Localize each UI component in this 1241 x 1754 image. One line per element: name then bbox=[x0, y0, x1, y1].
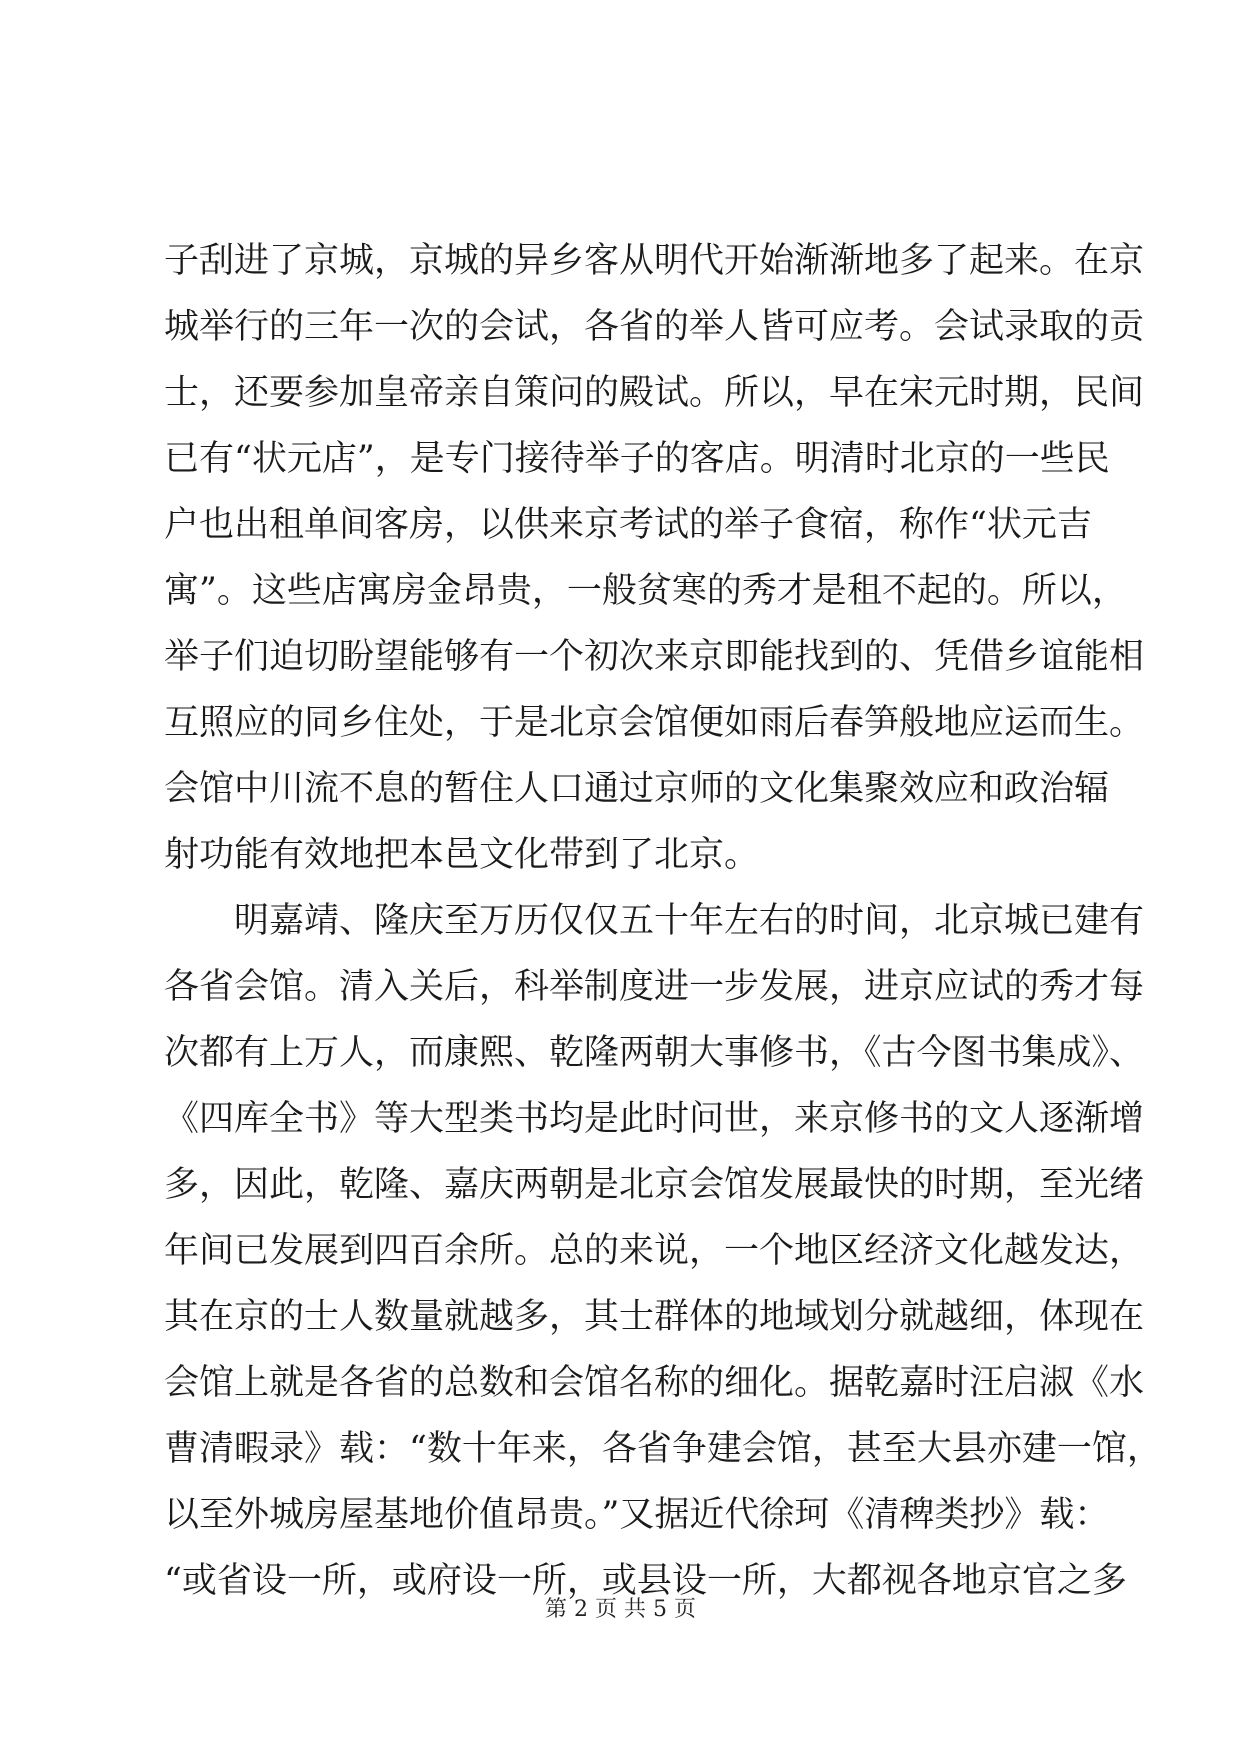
text-line: 举子们迫切盼望能够有一个初次来京即能找到的、凭借乡谊能相 bbox=[164, 637, 1145, 677]
text-line: 多，因此，乾隆、嘉庆两朝是北京会馆发展最快的时期，至光绪 bbox=[164, 1165, 1145, 1205]
body-text bbox=[164, 228, 1162, 1614]
text-line: 寓”。这些店寓房金昂贵，一般贫寒的秀才是租不起的。所以， bbox=[164, 571, 1127, 611]
text-line: 已有“状元店”，是专门接待举子的客店。明清时北京的一些民 bbox=[164, 439, 1110, 479]
text-line: 互照应的同乡住处，于是北京会馆便如雨后春笋般地应运而生。 bbox=[164, 703, 1145, 743]
text-line: 明嘉靖、隆庆至万历仅仅五十年左右的时间，北京城已建有 bbox=[164, 901, 1145, 941]
text-line: 次都有上万人，而康熙、乾隆两朝大事修书，《古今图书集成》、 bbox=[164, 1033, 1145, 1073]
text-line: “或省设一所，或府设一所，或县设一所，大都视各地京官之多 bbox=[164, 1561, 1127, 1601]
text-line: 射功能有效地把本邑文化带到了北京。 bbox=[164, 835, 760, 875]
text-line: 曹清暇录》载：“数十年来，各省争建会馆，甚至大县亦建一馆， bbox=[164, 1429, 1162, 1469]
text-line: 其在京的士人数量就越多，其士群体的地域划分就越细，体现在 bbox=[164, 1297, 1145, 1337]
text-line: 以至外城房屋基地价值昂贵。”又据近代徐珂《清稗类抄》载： bbox=[164, 1495, 1110, 1535]
text-line: 会馆上就是各省的总数和会馆名称的细化。据乾嘉时汪启淑《水 bbox=[164, 1363, 1145, 1403]
text-line: 户也出租单间客房，以供来京考试的举子食宿，称作“状元吉 bbox=[164, 505, 1092, 545]
page-footer: 第 2 页 共 5 页 bbox=[545, 1597, 696, 1622]
text-line: 《四库全书》等大型类书均是此时问世，来京修书的文人逐渐增 bbox=[164, 1099, 1145, 1139]
text-line: 各省会馆。清入关后，科举制度进一步发展，进京应试的秀才每 bbox=[164, 967, 1145, 1007]
text-line: 城举行的三年一次的会试，各省的举人皆可应考。会试录取的贡 bbox=[164, 307, 1145, 347]
text-line: 子刮进了京城，京城的异乡客从明代开始渐渐地多了起来。在京 bbox=[164, 241, 1145, 281]
text-line: 会馆中川流不息的暂住人口通过京师的文化集聚效应和政治辐 bbox=[164, 769, 1110, 809]
text-line: 年间已发展到四百余所。总的来说，一个地区经济文化越发达， bbox=[164, 1231, 1145, 1271]
text-line: 士，还要参加皇帝亲自策问的殿试。所以，早在宋元时期，民间 bbox=[164, 373, 1145, 413]
